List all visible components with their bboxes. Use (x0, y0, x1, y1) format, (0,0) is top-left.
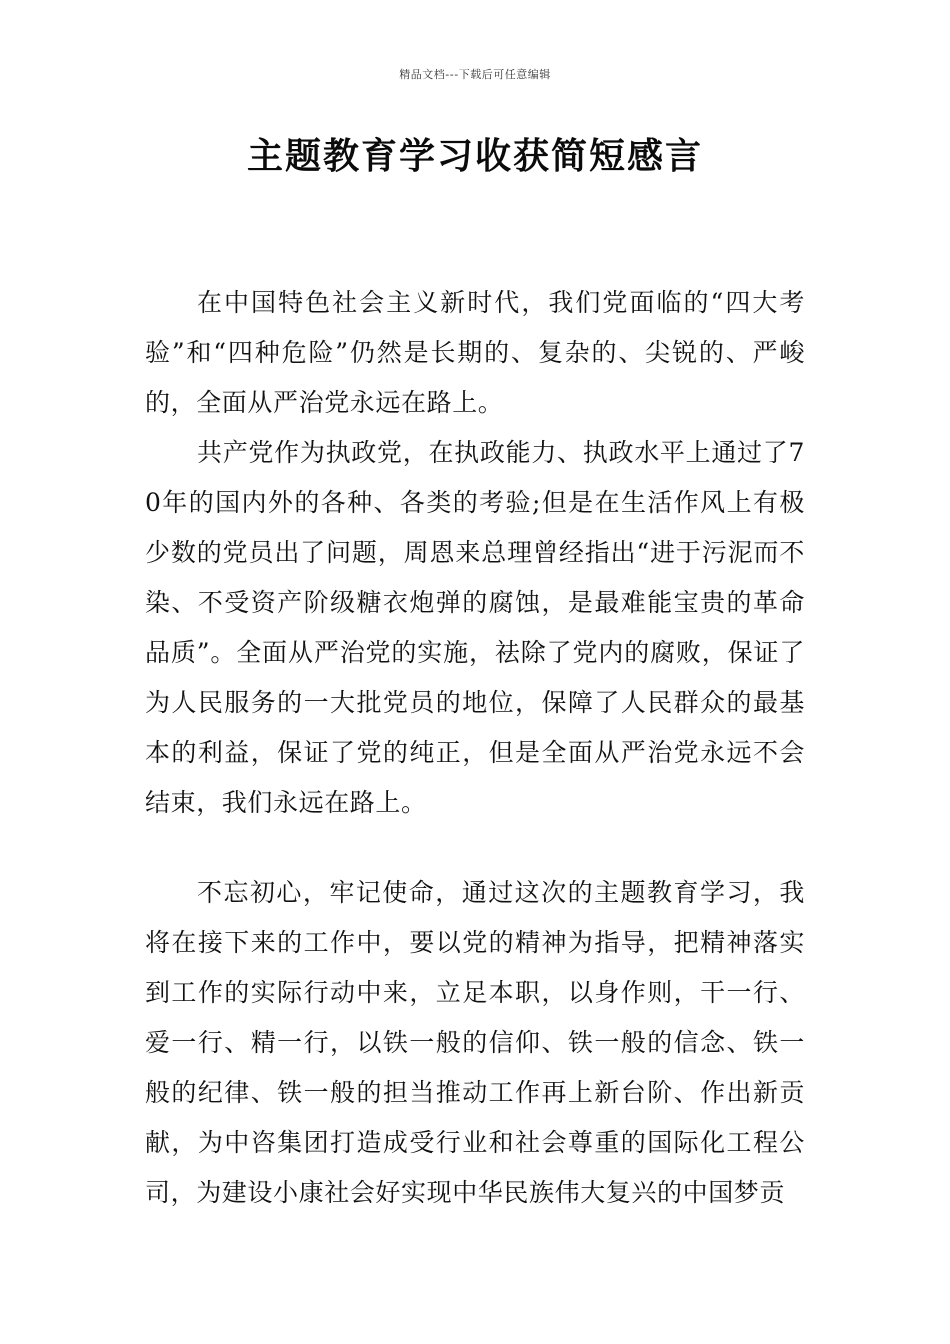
paragraph-2: 共产党作为执政党，在执政能力、执政水平上通过了70年的国内外的各种、各类的考验;但是在生活作风上有极少数的党员出了问题，周恩来总理曾经指出“进于污泥而不染、不受资产阶级糖衣炮弹的腐蚀，是最难能宝贵的革命品质”。全面从严治党的实施，祛除了党内的腐败，保证了为人民服务的一大批党员的地位，保障了人民群众的最基本的利益，保证了党的纯正，但是全面从严治党永远不会结束，我们永远在路上。 (145, 438, 805, 817)
paragraph-1: 在中国特色社会主义新时代，我们党面临的“四大考验”和“四种危险”仍然是长期的、复杂的、尖锐的、严峻的，全面从严治党永远在路上。 (145, 288, 805, 417)
body-section-1 (145, 278, 805, 828)
header-note: 精品文档---下载后可任意编辑 (399, 68, 551, 81)
document-title: 主题教育学习收获简短感言 (246, 136, 703, 177)
body-section-2 (145, 868, 805, 1218)
paragraph-3: 不忘初心，牢记使命，通过这次的主题教育学习，我将在接下来的工作中，要以党的精神为指导，把精神落实到工作的实际行动中来，立足本职，以身作则，干一行、爱一行、精一行，以铁一般的信仰、铁一般的信念、铁一般的纪律、铁一般的担当推动工作再上新台阶、作出新贡献，为中咨集团打造成受行业和社会尊重的国际化工程公司，为建设小康社会好实现中华民族伟大复兴的中国梦贡 (145, 878, 805, 1207)
